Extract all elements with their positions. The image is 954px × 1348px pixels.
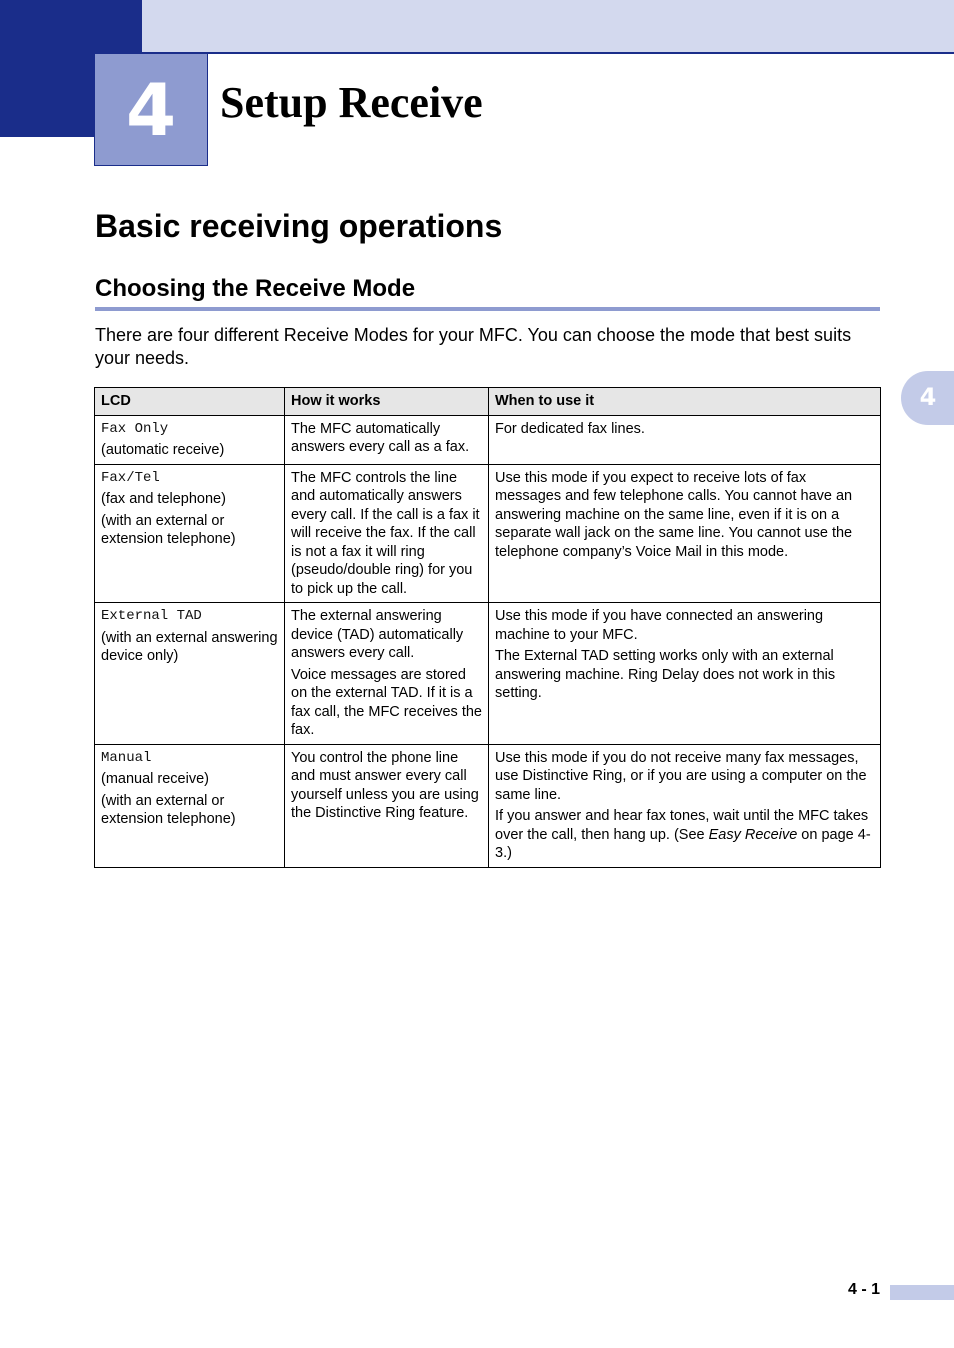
header-when-to-use: When to use it (489, 388, 881, 416)
how-cell (285, 464, 489, 603)
lcd-mode-name: Fax Only (101, 420, 169, 437)
table-row (95, 744, 881, 867)
receive-mode-table (94, 387, 881, 868)
intro-paragraph: There are four different Receive Modes for your MFC. You can choose the mode that best suits your needs. (95, 325, 852, 368)
table-row (95, 603, 881, 745)
when-cell (489, 744, 881, 867)
chapter-number-box (94, 53, 208, 166)
side-tab-number: 4 (919, 383, 937, 411)
table-row (95, 415, 881, 464)
lcd-cell (95, 464, 285, 603)
when-text: Use this mode if you do not receive many fax messages, use Distinctive Ring, or if you are using a computer on the same line. (495, 749, 867, 803)
table-row (95, 464, 881, 603)
how-text: The MFC controls the line and automatically answers every call. If the call is a fax it will receive the fax. If the call is not a fax it will ring (pseudo/double ring) for you to pick up the call. (291, 469, 480, 597)
header-lcd: LCD (95, 388, 285, 416)
lcd-cell (95, 415, 285, 464)
when-text: Use this mode if you expect to receive lots of fax messages and few telephone calls. You cannot have an answering machine on the same line, even if it is on a separate wall jack on the same line. You cannot use the telephone company’s Voice Mail in this mode. (495, 469, 853, 560)
lcd-mode-name: Fax/Tel (101, 469, 160, 486)
subsection-underline (95, 307, 880, 311)
when-text-part: on page 4-3.) (495, 826, 871, 861)
lcd-cell (95, 744, 285, 867)
header-how-it-works: How it works (285, 388, 489, 416)
how-text: Voice messages are stored on the external TAD. If it is a fax call, the MFC receives the fax. (291, 666, 482, 738)
when-cell (489, 415, 881, 464)
chapter-number: 4 (125, 67, 177, 152)
how-text: The external answering device (TAD) automatically answers every call. (291, 608, 464, 661)
when-text: Use this mode if you have connected an answering machine to your MFC. (495, 608, 824, 643)
how-cell (285, 603, 489, 745)
easy-receive-reference: Easy Receive (708, 826, 798, 843)
when-cell (489, 603, 881, 745)
lcd-note: (manual receive) (101, 771, 209, 787)
when-text-part: If you answer and hear fax tones, wait until the MFC takes over the call, then hang up. (See (495, 808, 869, 843)
how-text: You control the phone line and must answer every call yourself unless you are using the Distinctive Ring feature. (291, 749, 479, 821)
table-header-row (95, 388, 881, 416)
when-text: The External TAD setting works only with an external answering machine. Ring Delay does not work in this setting. (495, 648, 836, 701)
subsection-title: Choosing the Receive Mode (95, 275, 416, 302)
how-cell (285, 415, 489, 464)
chapter-title: Setup Receive (220, 78, 483, 127)
section-title: Basic receiving operations (95, 208, 503, 244)
lcd-mode-name: Manual (101, 749, 152, 766)
lcd-note: (fax and telephone) (101, 491, 226, 507)
page-number: 4 - 1 (847, 1281, 880, 1298)
how-cell (285, 744, 489, 867)
lcd-mode-name: External TAD (101, 608, 202, 624)
lcd-cell (95, 603, 285, 745)
lcd-note: (with an external answering device only) (101, 629, 278, 664)
when-text: For dedicated fax lines. (495, 420, 645, 437)
header-band (0, 0, 954, 54)
lcd-note: (with an external or extension telephone) (101, 512, 236, 547)
footer-bar (890, 1285, 954, 1300)
lcd-note: (with an external or extension telephone) (101, 792, 236, 827)
lcd-note: (automatic receive) (101, 442, 225, 458)
when-cell (489, 464, 881, 603)
when-text (495, 807, 874, 863)
how-text: The MFC automatically answers every call as a fax. (291, 420, 470, 455)
